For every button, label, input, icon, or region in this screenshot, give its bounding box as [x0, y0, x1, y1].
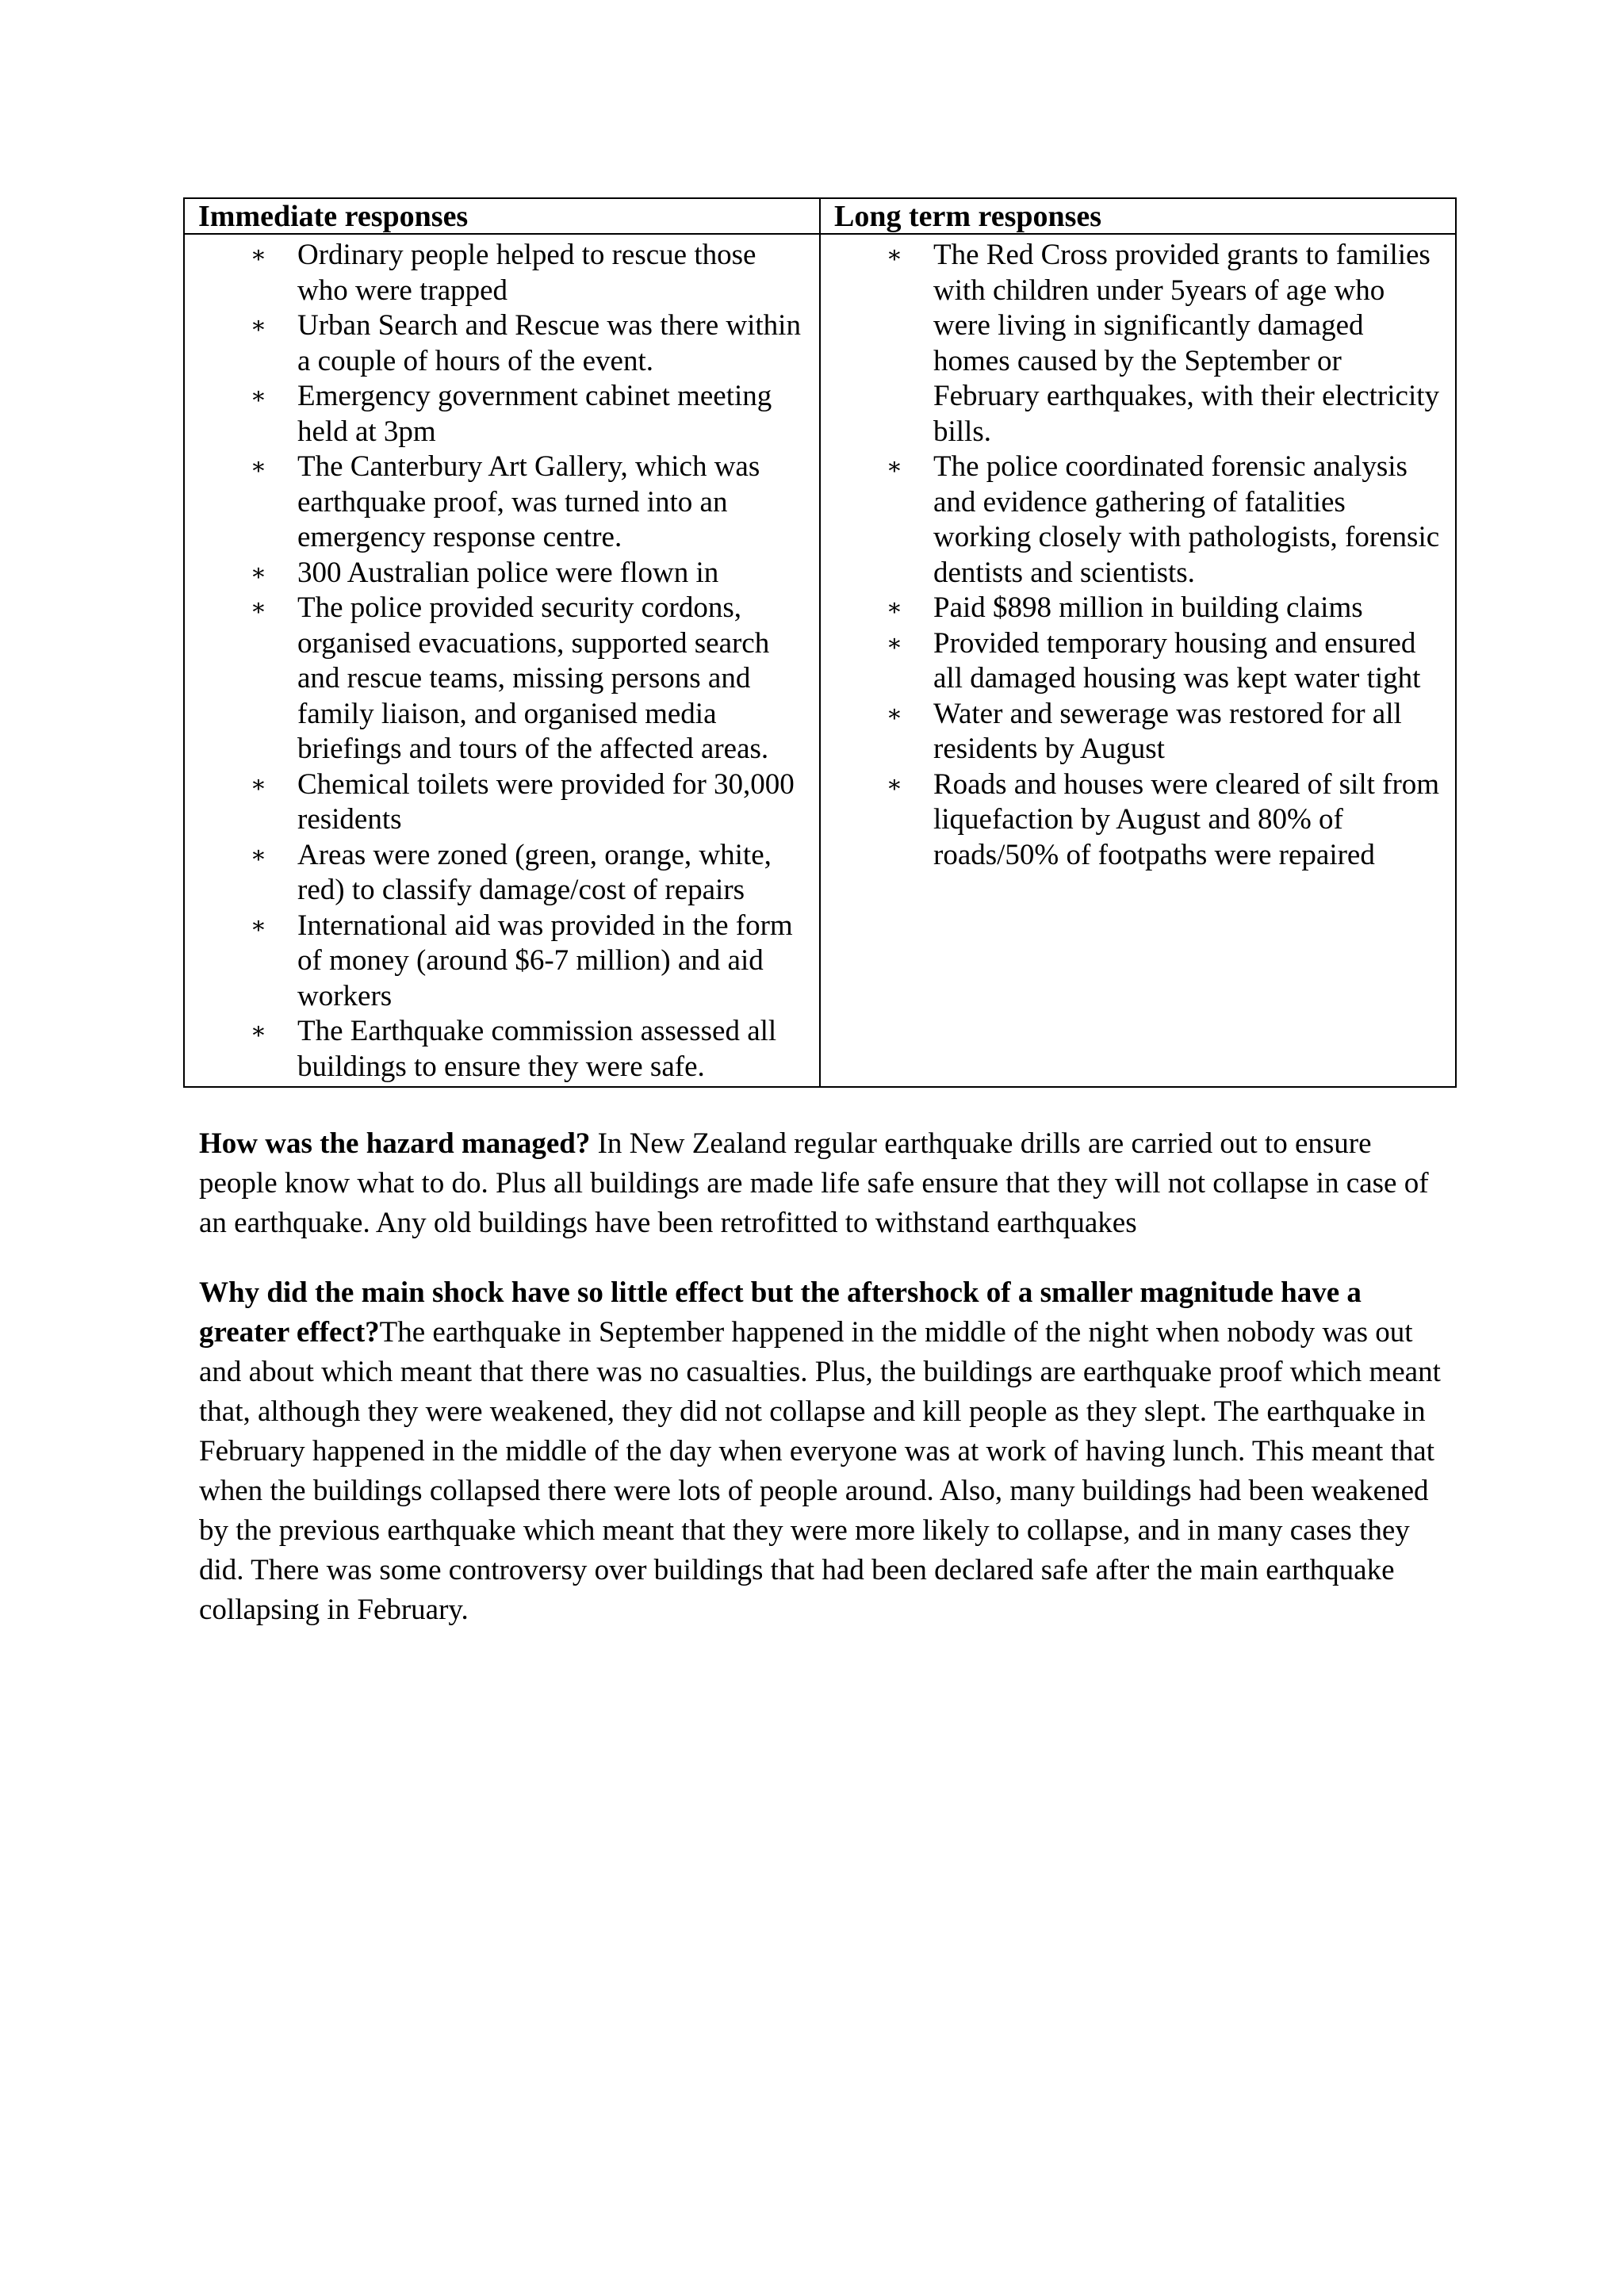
asterisk-bullet-icon: ∗	[250, 383, 267, 409]
list-item-text: Roads and houses were cleared of silt from liquefaction by August and 80% of roads/50% of footpaths were repaired	[933, 767, 1440, 871]
asterisk-bullet-icon: ∗	[250, 771, 267, 798]
list-item	[821, 591, 1455, 626]
list-item-text: Emergency government cabinet meeting held at 3pm	[297, 380, 772, 448]
list-item-text: Paid $898 million in building claims	[933, 591, 1363, 624]
long-term-responses-cell	[820, 234, 1456, 1087]
asterisk-bullet-icon: ∗	[886, 629, 903, 656]
asterisk-bullet-icon: ∗	[250, 312, 267, 339]
list-item-text: Areas were zoned (green, orange, white, red) to classify damage/cost of repairs	[297, 838, 772, 906]
asterisk-bullet-icon: ∗	[886, 242, 903, 268]
list-item-text: Provided temporary housing and ensured all damaged housing was kept water tight	[933, 626, 1421, 695]
list-item	[821, 626, 1455, 697]
asterisk-bullet-icon: ∗	[250, 841, 267, 868]
long-term-responses-list	[821, 238, 1455, 873]
list-item-text: Ordinary people helped to rescue those who were trapped	[297, 239, 756, 307]
header-immediate-responses: Immediate responses	[184, 198, 820, 234]
responses-table	[183, 197, 1457, 1088]
asterisk-bullet-icon: ∗	[886, 700, 903, 727]
asterisk-bullet-icon: ∗	[886, 595, 903, 621]
immediate-responses-cell	[184, 234, 820, 1087]
list-item-text: 300 Australian police were flown in	[297, 556, 719, 589]
list-item-text: Chemical toilets were provided for 30,000 residents	[297, 767, 795, 836]
immediate-responses-list	[185, 238, 819, 1085]
asterisk-bullet-icon: ∗	[250, 912, 267, 939]
list-item	[185, 591, 819, 767]
list-item	[185, 1014, 819, 1085]
hazard-question: How was the hazard managed?	[199, 1127, 591, 1160]
list-item	[185, 838, 819, 909]
header-long-term-responses: Long term responses	[820, 198, 1456, 234]
list-item-text: The Canterbury Art Gallery, which was earthquake proof, was turned into an emergency response centre.	[297, 450, 760, 553]
list-item	[185, 556, 819, 591]
asterisk-bullet-icon: ∗	[886, 771, 903, 798]
list-item-text: International aid was provided in the form of money (around $6-7 million) and aid workers	[297, 909, 793, 1012]
list-item-text: The police provided security cordons, organised evacuations, supported search and rescue teams, missing persons and family liaison, and organised media briefings and tours of the affected areas.	[297, 591, 770, 765]
main-shock-question: Why did the main shock have so little effect but the aftershock of a smaller magnitude have a greater effect?	[199, 1276, 1362, 1349]
hazard-answer: In New Zealand regular earthquake drills are carried out to ensure people know what to do. Plus all buildings are made life safe ensure that they will not collapse in case of an earthquake. Any old buildings have been retrofitted to withstand earthquakes	[199, 1127, 1429, 1239]
list-item	[185, 767, 819, 838]
list-item	[185, 308, 819, 379]
table-header-row	[184, 198, 1456, 234]
main-shock-answer: The earthquake in September happened in the middle of the night when nobody was out and about which meant that there was no casualties. Plus, the buildings are earthquake proof which meant that, although they were weakened, they did not collapse and kill people as they slept. The earthquake in February happened in the middle of the day when everyone was at work of having lunch. This meant that when the buildings collapsed there were lots of people around. Also, many buildings had been weakened by the previous earthquake which meant that they were more likely to collapse, and in many cases they did. There was some controversy over buildings that had been declared safe after the main earthquake collapsing in February.	[199, 1316, 1441, 1626]
list-item	[821, 767, 1455, 874]
table-body-row	[184, 234, 1456, 1087]
list-item-text: Urban Search and Rescue was there within a couple of hours of the event.	[297, 309, 801, 377]
list-item	[821, 450, 1455, 591]
list-item	[185, 238, 819, 308]
asterisk-bullet-icon: ∗	[250, 595, 267, 621]
list-item-text: The Red Cross provided grants to families with children under 5years of age who were living in significantly damaged homes caused by the September or February earthquakes, with their electricity bills.	[933, 239, 1439, 448]
asterisk-bullet-icon: ∗	[250, 559, 267, 586]
list-item	[185, 450, 819, 556]
list-item	[185, 909, 819, 1015]
list-item-text: The Earthquake commission assessed all buildings to ensure they were safe.	[297, 1015, 777, 1083]
asterisk-bullet-icon: ∗	[250, 453, 267, 480]
asterisk-bullet-icon: ∗	[250, 242, 267, 268]
list-item	[185, 379, 819, 450]
list-item-text: Water and sewerage was restored for all residents by August	[933, 697, 1402, 765]
list-item-text: The police coordinated forensic analysis and evidence gathering of fatalities working closely with pathologists, forensic dentists and scientists.	[933, 450, 1440, 589]
main-shock-paragraph	[199, 1273, 1450, 1630]
asterisk-bullet-icon: ∗	[886, 453, 903, 480]
hazard-management-paragraph	[199, 1124, 1450, 1243]
asterisk-bullet-icon: ∗	[250, 1018, 267, 1044]
list-item	[821, 697, 1455, 767]
list-item	[821, 238, 1455, 450]
